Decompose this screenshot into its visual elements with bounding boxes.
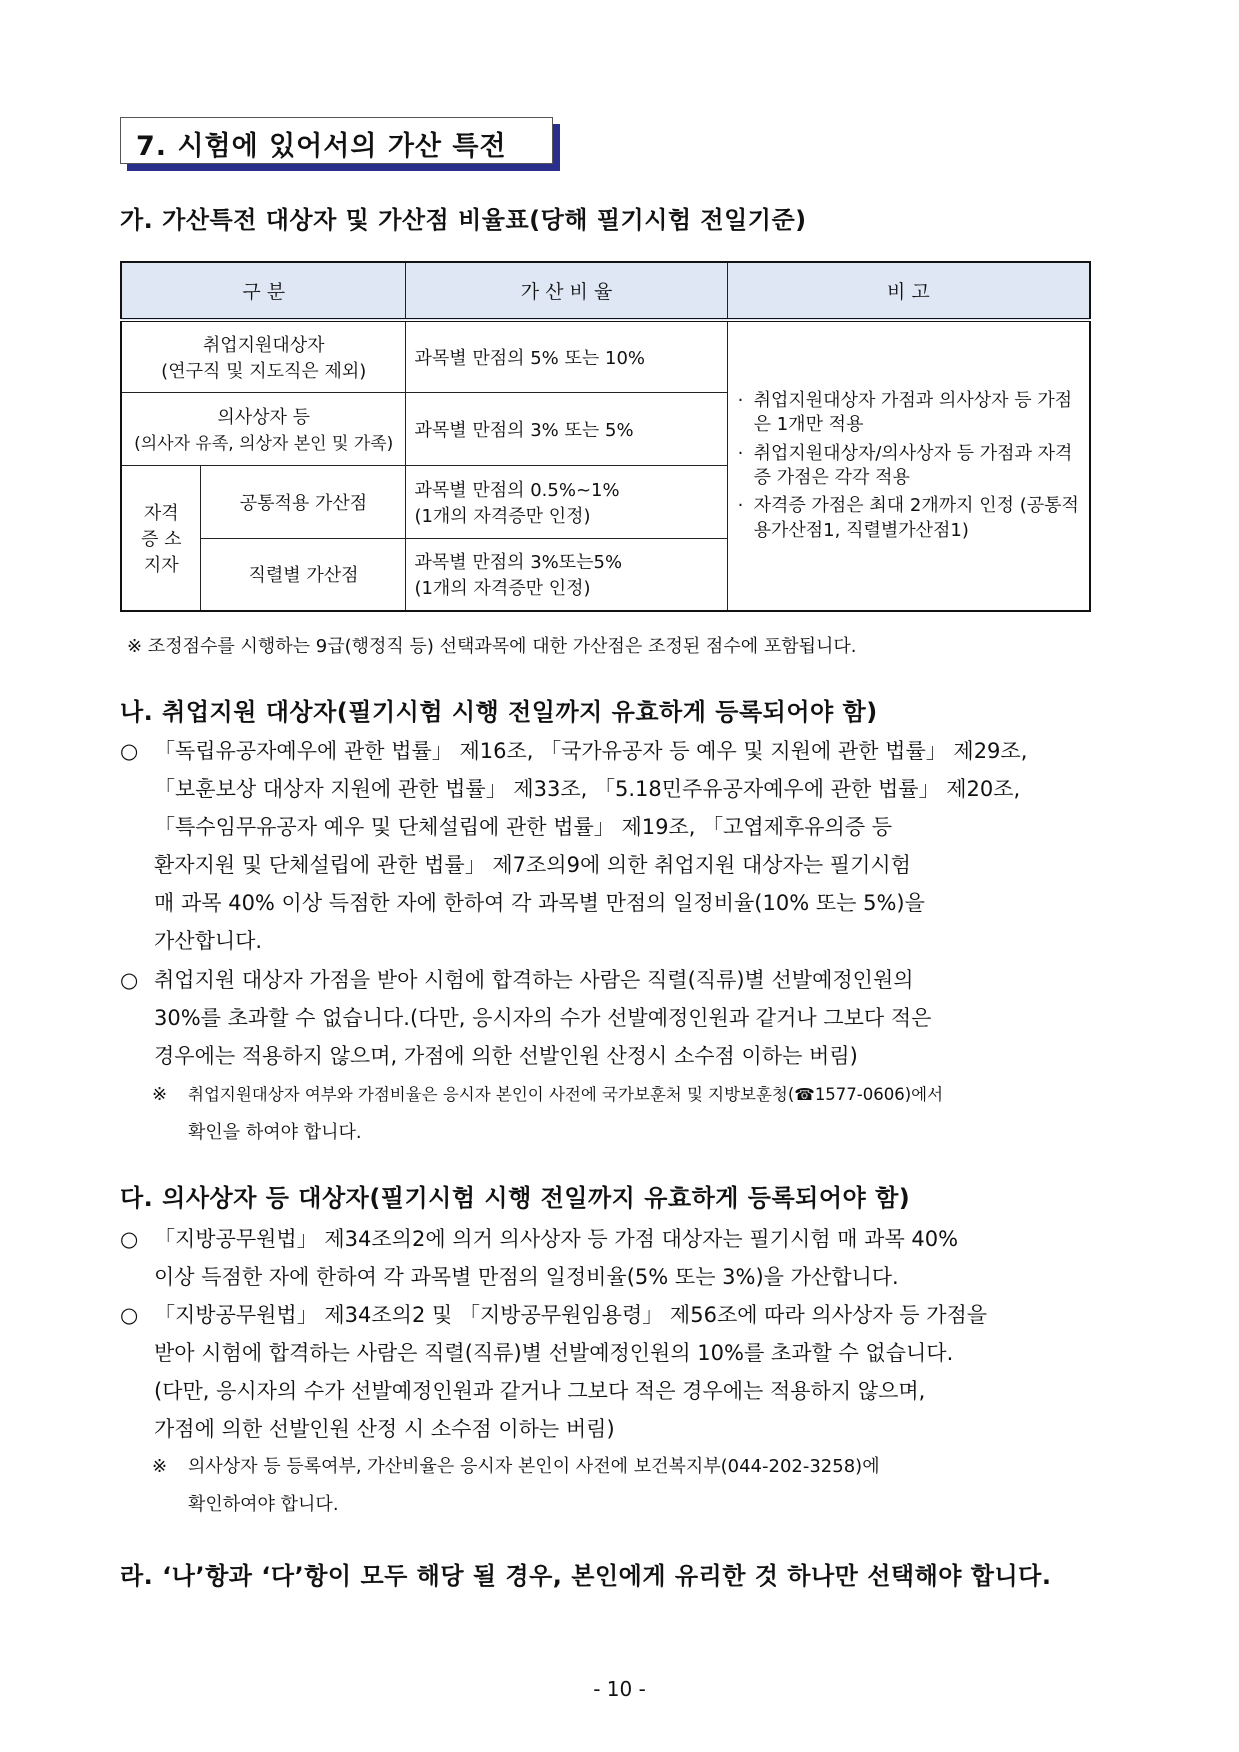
- table-footnote: ※ 조정점수를 시행하는 9급(행정직 등) 선택과목에 대한 가산점은 조정된 점수에 포함됩니다.: [127, 636, 857, 657]
- text-line: 매 과목 40% 이상 득점한 자에 한하여 각 과목별 만점의 일정비율(10% 또는 5%)을: [154, 891, 925, 915]
- paragraph: [120, 732, 1120, 960]
- paragraph: [120, 1220, 1120, 1296]
- bonus-rate-table: [120, 261, 1091, 612]
- circle-bullet-icon: ○: [120, 1303, 139, 1327]
- text-line: (다만, 응시자의 수가 선발예정인원과 같거나 그보다 적은 경우에는 적용하지 않으며,: [154, 1379, 926, 1403]
- rate-cell: [406, 538, 727, 611]
- rate-cell: 과목별 만점의 3% 또는 5%: [406, 392, 727, 465]
- paragraph: [120, 1296, 1120, 1448]
- paragraph-body: [154, 961, 1120, 1075]
- paragraph-body: [154, 1220, 1120, 1296]
- rate-text: 과목별 만점의 3%또는5%: [414, 552, 623, 574]
- text-line: 경우에는 적용하지 않으며, 가점에 의한 선발인원 산정시 소수점 이하는 버림): [154, 1044, 858, 1068]
- text-line: 30%를 초과할 수 없습니다.(다만, 응시자의 수가 선발예정인원과 같거나 그보다 적은: [154, 1006, 932, 1030]
- text-line: 「지방공무원법」 제34조의2에 의거 의사상자 등 가점 대상자는 필기시험 매 과목 40%: [154, 1227, 959, 1251]
- section-title-shadow: [127, 164, 560, 171]
- text-line: 「독립유공자예우에 관한 법률」 제16조, 「국가유공자 등 예우 및 지원에 관한 법률」 제29조,: [154, 739, 1028, 763]
- table-row: [121, 320, 1090, 392]
- note-body: [188, 1448, 1118, 1524]
- note: [152, 1076, 1118, 1152]
- license-group-cell: 자격증 소지자: [121, 465, 201, 611]
- category-cell: 공통적용 가산점: [201, 465, 406, 538]
- bullet-dot-icon: ·: [737, 390, 744, 412]
- text-line: 「보훈보상 대상자 지원에 관한 법률」 제33조, 「5.18민주유공자예우에 관한 법률」 제20조,: [154, 777, 1021, 801]
- text-line: 받아 시험에 합격하는 사람은 직렬(직류)별 선발예정인원의 10%를 초과할 수 없습니다.: [154, 1341, 954, 1365]
- text-line: 취업지원 대상자 가점을 받아 시험에 합격하는 사람은 직렬(직류)별 선발예정인원의: [154, 968, 914, 992]
- rate-text: 과목별 만점의 0.5%~1%: [414, 479, 620, 501]
- category-cell: 직렬별 가산점: [201, 538, 406, 611]
- remark-item: [738, 442, 1081, 491]
- paragraph-body: [154, 1296, 1120, 1448]
- category-cell: [121, 320, 406, 392]
- note-body: [188, 1076, 1118, 1152]
- category-label: 의사상자 등: [217, 407, 311, 428]
- remark-text: 자격증 가점은 최대 2개까지 인정 (공통적용가산점1, 직렬별가산점1): [753, 495, 1079, 541]
- category-sublabel: (연구직 및 지도직은 제외): [161, 360, 367, 382]
- note: [152, 1448, 1118, 1524]
- remark-text: 취업지원대상자/의사상자 등 가점과 자격증 가점은 각각 적용: [753, 442, 1073, 488]
- heading-da: 다. 의사상자 등 대상자(필기시험 시행 전일까지 유효하게 등록되어야 함): [120, 1184, 911, 1212]
- circle-bullet-icon: ○: [120, 968, 139, 992]
- category-label: 취업지원대상자: [202, 334, 325, 356]
- text-line: 이상 득점한 자에 한하여 각 과목별 만점의 일정비율(5% 또는 3%)을 가산합니다.: [154, 1265, 899, 1289]
- remark-item: [738, 389, 1081, 438]
- text-line: 가산합니다.: [154, 929, 263, 953]
- bullet-dot-icon: ·: [737, 442, 744, 464]
- text-line: 「특수임무유공자 예우 및 단체설립에 관한 법률」 제19조, 「고엽제후유의증 등: [154, 815, 893, 839]
- rate-subtext: (1개의 자격증만 인정): [414, 578, 591, 600]
- bullet-dot-icon: ·: [737, 495, 744, 517]
- text-line: 확인을 하여야 합니다.: [188, 1122, 362, 1143]
- header-category: 구 분: [121, 262, 406, 320]
- heading-ra: 라. ‘나’항과 ‘다’항이 모두 해당 될 경우, 본인에게 유리한 것 하나만 선택해야 합니다.: [120, 1562, 1052, 1590]
- heading-ga: 가. 가산특전 대상자 및 가산점 비율표(당해 필기시험 전일기준): [120, 206, 807, 234]
- text-line: 의사상자 등 등록여부, 가산비율은 응시자 본인이 사전에 보건복지부(044-202-3258)에: [188, 1456, 880, 1477]
- text-line: 확인하여야 합니다.: [188, 1494, 339, 1515]
- circle-bullet-icon: ○: [120, 1227, 139, 1251]
- paragraph-body: [154, 732, 1120, 960]
- paragraph: [120, 961, 1120, 1075]
- page-number: - 10 -: [593, 1677, 646, 1701]
- reference-mark-icon: ※: [152, 1084, 168, 1105]
- text-line: 가점에 의한 선발인원 산정 시 소수점 이하는 버림): [154, 1417, 615, 1441]
- text-line: 취업지원대상자 여부와 가점비율은 응시자 본인이 사전에 국가보훈처 및 지방보훈청(☎1577-0606)에서: [188, 1085, 944, 1104]
- rate-subtext: (1개의 자격증만 인정): [414, 505, 591, 527]
- circle-bullet-icon: ○: [120, 739, 139, 763]
- rate-cell: 과목별 만점의 5% 또는 10%: [406, 320, 727, 392]
- reference-mark-icon: ※: [152, 1456, 168, 1477]
- category-sublabel: (의사자 유족, 의상자 본인 및 가족): [134, 434, 394, 454]
- rate-cell: [406, 465, 727, 538]
- header-rate: 가 산 비 율: [406, 262, 727, 320]
- text-line: 환자지원 및 단체설립에 관한 법률」 제7조의9에 의한 취업지원 대상자는 필기시험: [154, 853, 911, 877]
- category-cell: [121, 392, 406, 465]
- header-remarks: 비 고: [727, 262, 1090, 320]
- heading-na: 나. 취업지원 대상자(필기시험 시행 전일까지 유효하게 등록되어야 함): [120, 698, 878, 726]
- text-line: 「지방공무원법」 제34조의2 및 「지방공무원임용령」 제56조에 따라 의사상자 등 가점을: [154, 1303, 988, 1327]
- remark-text: 취업지원대상자 가점과 의사상자 등 가점은 1개만 적용: [753, 390, 1073, 436]
- section-title: 7. 시험에 있어서의 가산 특전: [136, 131, 507, 162]
- remarks-cell: [727, 320, 1090, 611]
- remark-item: [738, 494, 1081, 543]
- table-header-row: [121, 262, 1090, 320]
